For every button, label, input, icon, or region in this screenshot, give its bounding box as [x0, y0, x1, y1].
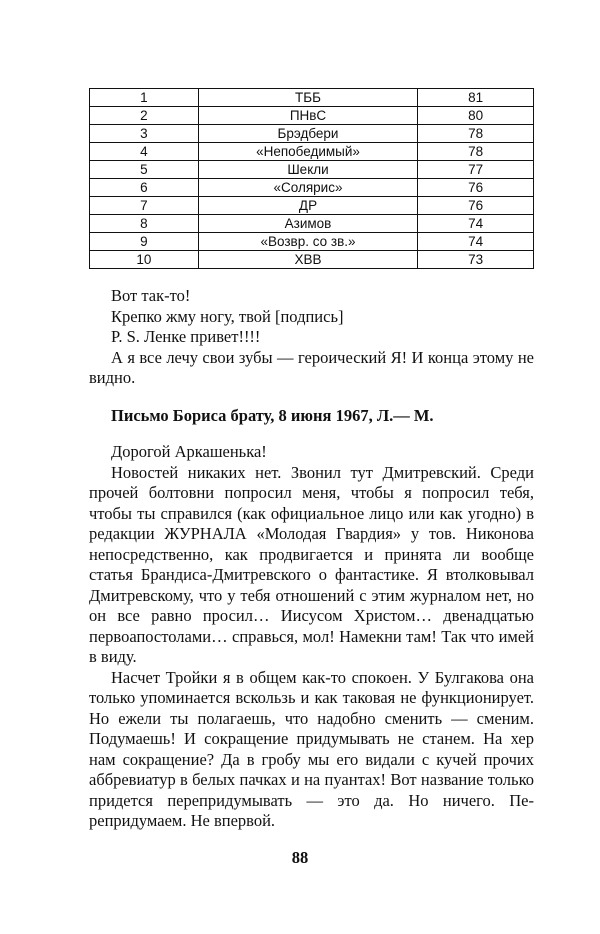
letter-heading: Письмо Бориса брату, 8 июня 1967, Л.— М. [111, 406, 434, 425]
paragraph: Насчет Тройки я в общем как-то спокоен. У Булгакова она только упоминается вскользь и как таковая не функционирует. Но ежели ты полагаешь, что надобно сменить — сменим. Подумаешь! И сокращение придумывать не станем. На хер нам сокращение? Да в гробу мы его видали с кучей прочих аббревиатур в белых пачках и на пуантах! Вот название только придется перепридумывать — это да. Но ничего. Перепридумаем. Не впервой. [89, 667, 534, 830]
page-number: 88 [291, 848, 309, 867]
table-cell-score: 80 [418, 107, 534, 125]
table-cell-title: ДР [198, 197, 418, 215]
table-cell-title: Шекли [198, 161, 418, 179]
table-cell-rank: 6 [90, 179, 199, 197]
table-cell-score: 78 [418, 125, 534, 143]
table-cell-title: Брэдбери [198, 125, 418, 143]
paragraph: Новостей никаких нет. Звонил тут Дмитревский. Среди прочей болтовни попросил меня, чтобы я попросил тебя, чтобы ты справился (как официальное лицо или как угодно) в редакции ЖУРНАЛА «Молодая Гвардия» у тов. Никонова непосредственно, как продвигается и принята ли вообще статья Брандиса-Дмитревского о фантастике. Я втолковывал Дмитревскому, что у тебя отношений с этим журналом нет, но он все равно просил… Иисусом Христом… двенадцатью первоапостолами… справься, мол! Намекни там! Так что имей в виду. [89, 462, 534, 666]
table-row [90, 251, 534, 269]
table-row [90, 179, 534, 197]
letter-body [89, 442, 534, 832]
paragraph: А я все лечу свои зубы — героический Я! И конца этому не видно. [89, 347, 534, 387]
table-cell-title: ПНвС [198, 107, 418, 125]
table-cell-rank: 1 [90, 89, 199, 107]
table-cell-title: ХВВ [198, 251, 418, 269]
table-cell-title: «Непобедимый» [198, 143, 418, 161]
paragraph: Вот так-то! [111, 286, 191, 305]
previous-letter-ending [89, 286, 534, 389]
table-row [90, 143, 534, 161]
table-row [90, 161, 534, 179]
table-cell-title: ТББ [198, 89, 418, 107]
table-cell-score: 81 [418, 89, 534, 107]
table-row [90, 107, 534, 125]
table-cell-score: 73 [418, 251, 534, 269]
ratings-table [89, 88, 534, 269]
paragraph: Дорогой Аркашенька! [111, 442, 267, 461]
table-row [90, 197, 534, 215]
paragraph: P. S. Ленке привет!!!! [111, 327, 261, 346]
table-cell-score: 76 [418, 179, 534, 197]
table-row [90, 233, 534, 251]
table-cell-score: 74 [418, 233, 534, 251]
table-cell-score: 76 [418, 197, 534, 215]
table-row [90, 89, 534, 107]
table-row [90, 125, 534, 143]
table-cell-title: Азимов [198, 215, 418, 233]
table-cell-score: 74 [418, 215, 534, 233]
paragraph: Крепко жму ногу, твой [подпись] [111, 306, 344, 326]
table-cell-score: 77 [418, 161, 534, 179]
table-cell-rank: 9 [90, 233, 199, 251]
table-cell-rank: 2 [90, 107, 199, 125]
table-row [90, 215, 534, 233]
table-cell-title: «Возвр. со зв.» [198, 233, 418, 251]
table-cell-rank: 7 [90, 197, 199, 215]
table-cell-title: «Солярис» [198, 179, 418, 197]
table-cell-rank: 8 [90, 215, 199, 233]
table-cell-rank: 5 [90, 161, 199, 179]
table-cell-score: 78 [418, 143, 534, 161]
table-cell-rank: 4 [90, 143, 199, 161]
table-cell-rank: 10 [90, 251, 199, 269]
table-cell-rank: 3 [90, 125, 199, 143]
